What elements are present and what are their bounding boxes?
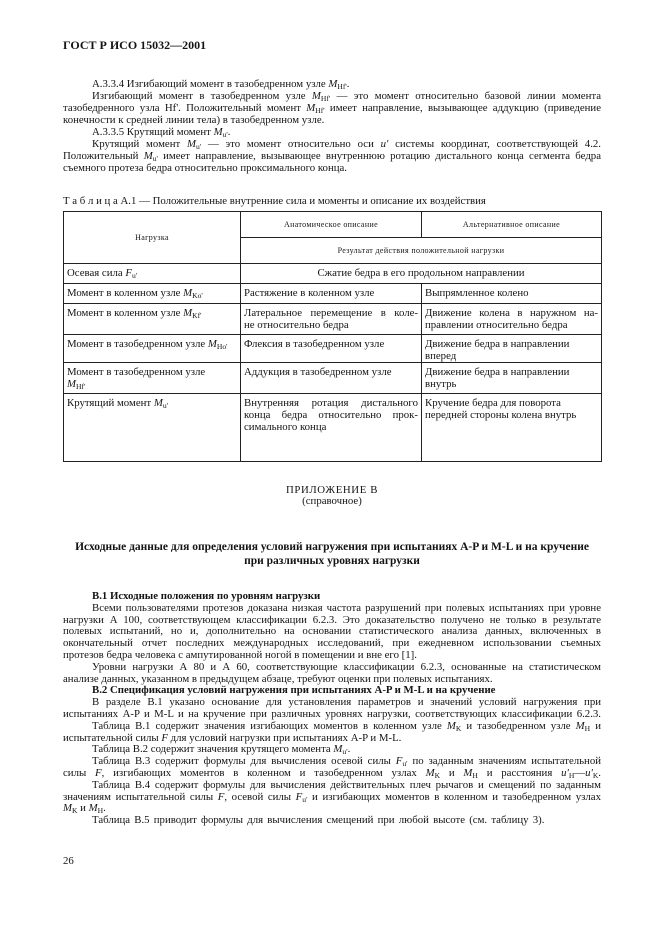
- section-b: [63, 591, 601, 827]
- line-text: Таблица В.2 содержит значения крутящего момента: [92, 743, 334, 756]
- force-symbol: F: [125, 267, 132, 279]
- moment-symbol: M: [207, 338, 217, 350]
- text-line: конечности к средней линии тела) в тазобедренном узле.: [63, 114, 325, 126]
- cell-load: [64, 335, 241, 363]
- line-text: Таблица В.3 содержит формулы для вычисления осевой силы: [92, 755, 396, 768]
- moment-symbol: M: [306, 102, 316, 114]
- distance-symbol: u': [561, 766, 569, 779]
- clause-heading-a334: [63, 78, 601, 90]
- cell-anatomical: [241, 363, 422, 394]
- moment-subscript: K: [72, 806, 78, 816]
- force-symbol: F: [395, 755, 403, 768]
- moment-subscript: Ho': [216, 342, 228, 351]
- cell-text: Момент в коленном узле: [67, 287, 184, 299]
- table-caption-label: Т а б л и ц а: [63, 195, 118, 207]
- text-line: испытаниях A-P и M-L и на кручение при различных уровнях нагрузки, соответствующих классификации 6.2.3.: [63, 707, 601, 720]
- line-text: .: [598, 766, 601, 779]
- cell-line: Растяжение в коленном узле: [244, 287, 375, 299]
- text-line: Всеми пользователями протезов доказана низкая частота разрушений при полевых испытаниях при уровне: [92, 601, 601, 614]
- text-line: [63, 90, 601, 102]
- line-text: .: [227, 126, 231, 138]
- table-row: [64, 394, 602, 462]
- moment-subscript: Hf': [337, 82, 347, 91]
- cell-anatomical: [241, 284, 422, 304]
- force-symbol: F: [217, 790, 225, 803]
- line-text: .: [347, 743, 351, 756]
- text-line: полевых испытаний, но и, дополнительно на основании статистического анализа данных, включенных в: [63, 625, 601, 638]
- cell-text: Момент в тазобедренном узле: [67, 338, 208, 350]
- line-text: системы координат, соответствующей 4.2.: [388, 138, 601, 150]
- moment-symbol: M: [183, 307, 193, 319]
- moment-symbol: M: [446, 719, 456, 732]
- line-text: Крутящий момент: [92, 138, 187, 150]
- moment-symbol: M: [186, 138, 196, 150]
- cell-line: Флексия в тазобедренном узле: [244, 338, 385, 350]
- cell-load: [64, 363, 241, 394]
- text-line: окончательный отчет последних международных исследований, при ежедневном использовании съемных: [63, 637, 601, 650]
- moment-subscript: u': [342, 747, 348, 757]
- cell-line: симального конца: [244, 421, 327, 433]
- text-line: [63, 150, 601, 162]
- moment-symbol: M: [153, 397, 163, 409]
- cell-line: Момент в тазобедренном узле: [67, 366, 206, 378]
- table-caption-text: А.1 — Положительные внутренние сила и моменты и описание их воздействия: [117, 195, 486, 207]
- section-heading-b1: В.1 Исходные положения по уровням нагрузки: [92, 590, 321, 602]
- line-text: тазобедренного узла Hf'. Положительный момент: [63, 102, 307, 114]
- cell-load: [64, 284, 241, 304]
- cell-line: Выпрямленное колено: [425, 287, 529, 299]
- appendix-label: ПРИЛОЖЕНИЕ В: [285, 484, 378, 496]
- line-text: — это момент относительно базовой линии момента: [330, 90, 601, 102]
- cell-text: Осевая сила: [67, 267, 126, 279]
- line-text: .: [103, 802, 106, 815]
- text-line: [63, 138, 601, 150]
- section-heading-b2: В.2 Спецификация условий нагружения при испытаниях A-P и M-L и на кручение: [92, 684, 496, 697]
- moment-subscript: Hf': [76, 382, 86, 391]
- moment-subscript: H: [472, 770, 478, 780]
- cell-alternative: [422, 394, 602, 462]
- force-subscript: u': [302, 794, 308, 804]
- table-row: [64, 363, 602, 394]
- cell-line: конца бедра относительно прок-: [244, 409, 418, 421]
- cell-line: Аддукция в тазобедренном узле: [244, 366, 392, 378]
- line-text: силы: [63, 766, 96, 779]
- cell-alternative: [422, 335, 602, 363]
- moment-subscript: K: [455, 723, 462, 733]
- cell-load: [64, 264, 241, 284]
- cell-anatomical: [241, 394, 422, 462]
- header-anatomical: Анатомическое описание: [241, 212, 422, 238]
- line-text: .: [346, 78, 350, 90]
- distance-symbol: u': [585, 766, 593, 779]
- line-text: имеет направление, вызывающее аддукцию (приведение: [324, 102, 601, 114]
- moment-subscript: u': [152, 154, 158, 163]
- moment-subscript: Hf': [320, 94, 331, 103]
- text-line: [63, 102, 601, 114]
- moment-symbol: M: [88, 802, 98, 815]
- text-line: В разделе В.1 указано основание для установления параметров и значений условий нагружения при: [92, 696, 601, 709]
- cell-alternative: [422, 363, 602, 394]
- cell-line: правлении относительно бедра: [425, 319, 568, 331]
- table-row: [64, 335, 602, 363]
- moment-subscript: Ko': [192, 291, 203, 300]
- force-symbol: F: [161, 731, 168, 744]
- line-text: —: [574, 766, 586, 779]
- cell-text: Крутящий момент: [67, 397, 154, 409]
- cell-line: Внутренняя ротация дистального: [244, 397, 418, 409]
- page-number: 26: [63, 855, 74, 867]
- appendix-title-line: Исходные данные для определения условий нагружения при испытаниях A-P и M-L и на кручение: [75, 541, 589, 553]
- text-line: Таблица В.5 приводит формулы для вычисления смещений при любой высоте (см. таблицу 3).: [92, 814, 545, 827]
- cell-combined: Сжатие бедра в его продольном направлении: [241, 264, 602, 284]
- cell-line: передней стороны колена внутрь: [425, 409, 577, 421]
- cell-line: Движение бедра в направлении: [425, 366, 570, 378]
- line-text: — это момент относительно оси: [201, 138, 381, 150]
- line-text: имеет направление, вызывающее внутреннюю ротацию дистального конца сегмента бедра: [157, 150, 601, 162]
- text-line: протезов бедра человека с ампутированной ногой в помещении и вне его [1].: [63, 648, 417, 661]
- line-text: и тазобедренном узле: [461, 719, 576, 732]
- moment-symbol: M: [63, 802, 72, 815]
- cell-line: вперед: [425, 350, 457, 362]
- force-symbol: F: [95, 766, 102, 779]
- axis-symbol: u': [380, 138, 389, 150]
- table-row: [64, 304, 602, 335]
- cell-line: Движение колена в наружном на-: [425, 307, 598, 319]
- cell-line: [67, 378, 237, 390]
- cell-alternative: [422, 284, 602, 304]
- line-text: Изгибающий момент в тазобедренном узле: [92, 90, 312, 102]
- moment-subscript: Kf': [192, 311, 202, 320]
- cell-line: не относительно бедра: [244, 319, 349, 331]
- text-line: съемного протеза бедра относительно проксимального конца.: [63, 162, 347, 174]
- line-text: и: [590, 719, 601, 732]
- moment-symbol: M: [143, 150, 153, 162]
- line-text: для условий нагрузки при испытаниях A-P и M-L.: [167, 731, 402, 744]
- moment-symbol: M: [213, 126, 223, 138]
- header-result: Результат действия положительной нагрузки: [241, 238, 602, 264]
- appendix-status: (справочное): [302, 495, 362, 507]
- table-caption: [63, 195, 601, 207]
- line-text: А.3.3.5 Крутящий момент: [92, 126, 214, 138]
- document-header: ГОСТ Р ИСО 15032—2001: [63, 38, 207, 52]
- distance-subscript: K: [592, 770, 599, 780]
- text-line: нагрузки А 100, соответствующем классификации 6.2.3. Это доказательство получено не только в результате: [63, 613, 601, 626]
- moment-subscript: Hf': [315, 106, 325, 115]
- moment-symbol: M: [67, 378, 76, 390]
- line-text: и: [77, 802, 89, 815]
- text-line: Уровни нагрузки А 80 и А 60, соответствующие классификации 6.2.3, основанные на статистическом: [92, 660, 601, 673]
- header-load: Нагрузка: [64, 212, 241, 264]
- text-line: [63, 792, 601, 804]
- cell-anatomical: [241, 304, 422, 335]
- cell-line: Латеральное перемещение в коле-: [244, 307, 418, 319]
- line-text: по заданным значениям испытательной: [407, 755, 601, 768]
- line-text: Положительный: [63, 150, 144, 162]
- cell-line: Кручение бедра для поворота: [425, 397, 561, 409]
- table-row: [64, 264, 602, 284]
- line-text: А.3.3.4 Изгибающий момент в тазобедренном узле: [92, 78, 329, 90]
- line-text: испытательной силы: [63, 731, 162, 744]
- text-line: анализе данных, указанном в предыдущем абзаце, требуют оценки при полевых испытаниях.: [63, 672, 493, 685]
- clause-heading-a335: [63, 126, 601, 138]
- moment-subscript: H: [584, 723, 591, 733]
- cell-anatomical: [241, 335, 422, 363]
- moment-symbol: M: [333, 743, 343, 756]
- moment-symbol: M: [311, 90, 321, 102]
- cell-load: [64, 394, 241, 462]
- cell-line: внутрь: [425, 378, 457, 390]
- moment-symbol: M: [183, 287, 193, 299]
- moment-symbol: M: [425, 766, 435, 779]
- table-row: [64, 284, 602, 304]
- moment-subscript: u': [222, 130, 228, 139]
- section-a-3-3: [63, 78, 601, 174]
- force-symbol: F: [295, 790, 303, 803]
- cell-alternative: [422, 304, 602, 335]
- header-alternative: Альтернативное описание: [422, 212, 602, 238]
- line-text: , осевой силы: [224, 790, 296, 803]
- moment-symbol: M: [575, 719, 585, 732]
- cell-load: [64, 304, 241, 335]
- line-text: и изгибающих моментов в коленном и тазобедренном узлах: [307, 790, 601, 803]
- line-text: и расстояния: [477, 766, 562, 779]
- moment-subscript: H: [97, 806, 104, 816]
- moment-symbol: M: [328, 78, 338, 90]
- cell-text: Момент в коленном узле: [67, 307, 184, 319]
- appendix-title-line: при различных уровнях нагрузки: [244, 555, 420, 567]
- moment-subscript: u': [162, 401, 168, 410]
- line-text: значениям испытательной силы: [63, 790, 218, 803]
- line-text: и: [440, 766, 464, 779]
- moment-subscript: u': [195, 142, 202, 151]
- distance-subscript: H: [568, 770, 575, 780]
- text-line: Таблица В.4 содержит формулы для вычисления действительных плеч рычагов и смещений по заданным: [92, 778, 601, 791]
- line-text: , изгибающих моментов в коленном и тазобедренном узлах: [101, 766, 426, 779]
- force-subscript: u': [132, 271, 138, 280]
- cell-line: Движение бедра в направлении: [425, 338, 570, 350]
- text-line: [63, 768, 601, 780]
- moment-symbol: M: [463, 766, 473, 779]
- force-subscript: u': [402, 759, 408, 769]
- table-a1: [63, 211, 602, 462]
- table-header-row: [64, 212, 602, 238]
- moment-subscript: K: [434, 770, 441, 780]
- line-text: Таблица В.1 содержит значения изгибающих моментов в коленном узле: [92, 719, 447, 732]
